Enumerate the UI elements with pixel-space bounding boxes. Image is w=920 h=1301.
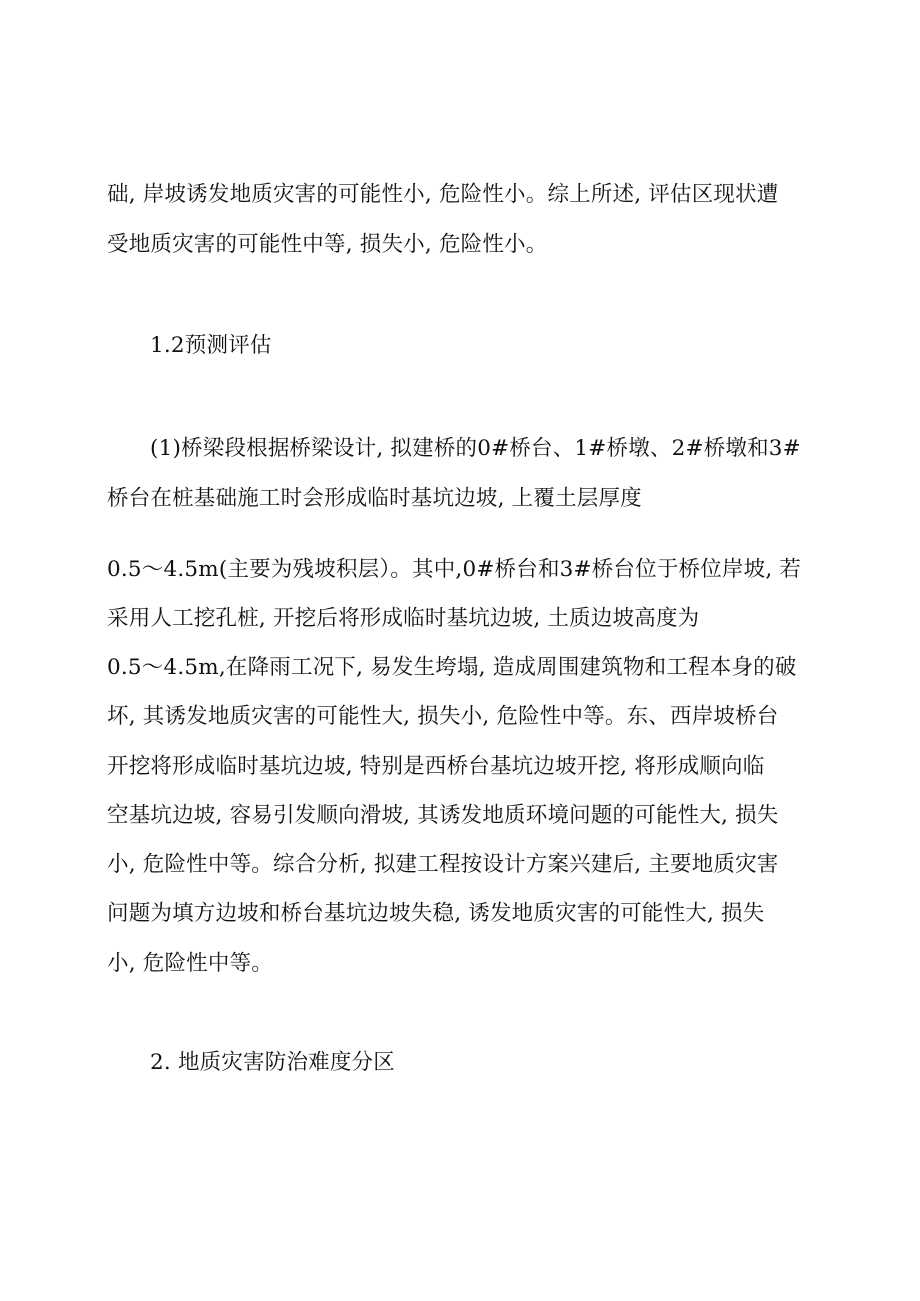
prediction-paragraph-line: 开挖将形成临时基坑边坡, 特别是西桥台基坑边坡开挖, 将形成顺向临 bbox=[107, 754, 765, 779]
prediction-paragraph-line: 采用人工挖孔桩, 开挖后将形成临时基坑边坡, 土质边坡高度为 bbox=[107, 606, 700, 631]
prediction-paragraph-line: 小, 危险性中等。 bbox=[107, 951, 273, 976]
intro-paragraph-line: 受地质灾害的可能性中等, 损失小, 危险性小。 bbox=[107, 232, 548, 257]
prediction-paragraph-line: 0.5～4.5m(主要为残坡积层）。其中,0#桥台和3#桥台位于桥位岸坡, 若 bbox=[107, 557, 802, 582]
prediction-paragraph-line: 小, 危险性中等。综合分析, 拟建工程按设计方案兴建后, 主要地质灾害 bbox=[107, 852, 779, 877]
prediction-paragraph-line: 空基坑边坡, 容易引发顺向滑坡, 其诱发地质环境问题的可能性大, 损失 bbox=[107, 803, 779, 828]
prediction-paragraph-line: 0.5～4.5m,在降雨工况下, 易发生垮塌, 造成周围建筑物和工程本身的破 bbox=[107, 655, 797, 680]
section-heading-1-2: 1.2预测评估 bbox=[150, 333, 272, 358]
prediction-paragraph-line: 坏, 其诱发地质灾害的可能性大, 损失小, 危险性中等。东、西岸坡桥台 bbox=[107, 704, 779, 729]
intro-paragraph-line: 础, 岸坡诱发地质灾害的可能性小, 危险性小。综上所述, 评估区现状遭 bbox=[107, 182, 779, 207]
prediction-paragraph-line: 问题为填方边坡和桥台基坑边坡失稳, 诱发地质灾害的可能性大, 损失 bbox=[107, 901, 765, 926]
prediction-paragraph-line: 桥台在桩基础施工时会形成临时基坑边坡, 上覆土层厚度 bbox=[107, 486, 642, 511]
prediction-paragraph-line: (1)桥梁段根据桥梁设计, 拟建桥的0#桥台、1#桥墩、2#桥墩和3# bbox=[150, 436, 801, 461]
section-heading-2: 2. 地质灾害防治难度分区 bbox=[150, 1050, 395, 1075]
